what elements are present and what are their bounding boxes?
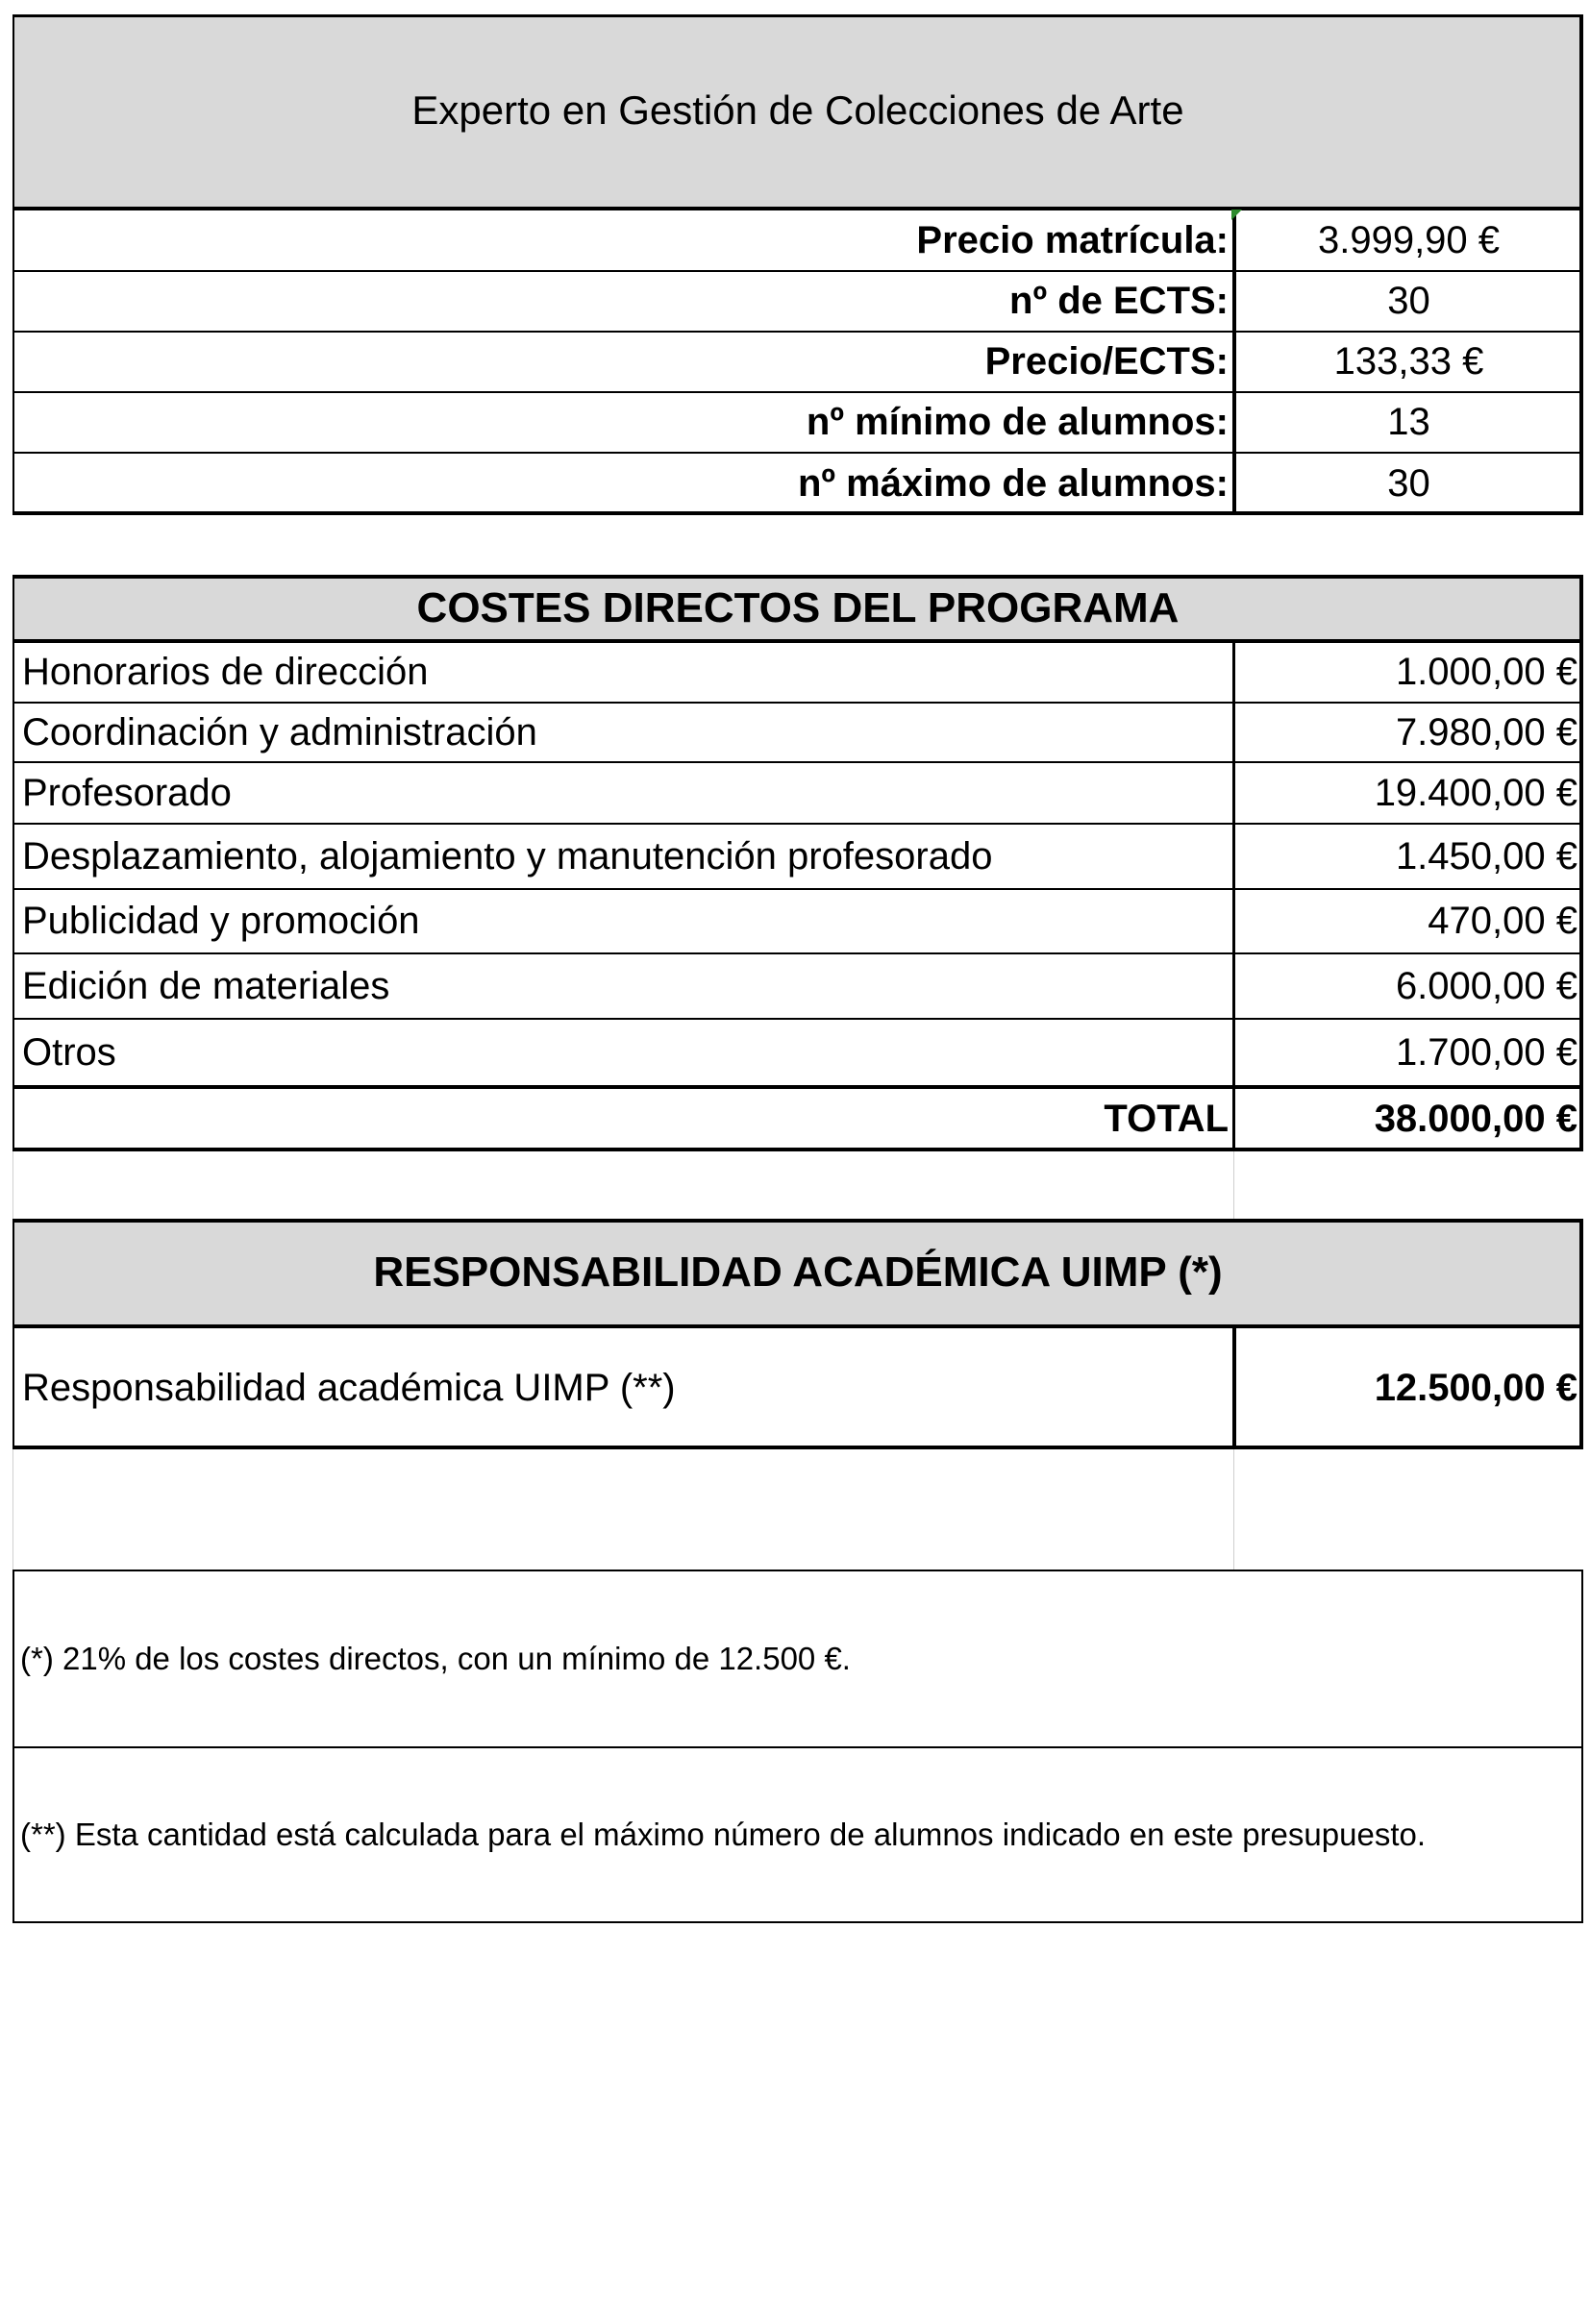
academic-row <box>12 1328 1583 1447</box>
border-line <box>1579 14 1583 514</box>
cost-row <box>12 889 1583 953</box>
border-line <box>12 1148 1583 1151</box>
summary-row <box>12 210 1583 271</box>
academic-heading-band <box>12 1219 1583 1326</box>
border-line <box>12 1324 1583 1328</box>
border-line <box>12 452 1583 454</box>
summary-row <box>12 332 1583 392</box>
page-title: Experto en Gestión de Colecciones de Arte <box>411 87 1184 133</box>
cell-comment-marker <box>1231 210 1242 220</box>
summary-value: 3.999,90 € <box>1317 218 1501 261</box>
direct-costs-heading-band <box>12 575 1583 641</box>
summary-table <box>12 14 1583 514</box>
border-line <box>1232 1326 1236 1449</box>
summary-label: nº máximo de alumnos: <box>797 461 1229 505</box>
total-value: 38.000,00 € <box>1374 1097 1578 1140</box>
border-line <box>12 1746 1583 1748</box>
summary-label: nº mínimo de alumnos: <box>806 401 1229 443</box>
cost-value: 1.450,00 € <box>1395 834 1578 878</box>
cost-row <box>12 1019 1583 1086</box>
direct-costs-heading: COSTES DIRECTOS DEL PROGRAMA <box>416 583 1180 631</box>
note-2: (**) Esta cantidad está calculada para el máximo número de alumnos indicado en este presupuesto. <box>20 1817 1427 1852</box>
grid-line <box>12 1449 13 1570</box>
border-line <box>12 331 1583 333</box>
cost-row <box>12 953 1583 1019</box>
direct-costs-table <box>12 575 1583 1151</box>
cost-value: 470,00 € <box>1428 900 1578 942</box>
border-line <box>12 1018 1583 1020</box>
border-line <box>12 888 1583 890</box>
grid-line <box>1233 1151 1234 1219</box>
border-line <box>1232 210 1236 514</box>
border-line <box>12 14 14 514</box>
border-line <box>12 270 1583 272</box>
cost-value: 6.000,00 € <box>1395 964 1578 1007</box>
cost-value: 7.980,00 € <box>1395 710 1578 754</box>
border-line <box>12 702 1583 704</box>
summary-value: 13 <box>1387 401 1430 443</box>
summary-value: 30 <box>1387 280 1430 322</box>
border-line <box>12 391 1583 393</box>
summary-value: 30 <box>1387 461 1430 505</box>
summary-row <box>12 392 1583 453</box>
academic-value: 12.500,00 € <box>1374 1366 1578 1409</box>
border-line <box>12 952 1583 954</box>
border-line <box>12 761 1583 763</box>
summary-label: Precio matrícula: <box>916 218 1229 261</box>
notes-box <box>12 1570 1583 1923</box>
border-line <box>1579 575 1583 1151</box>
cost-value: 1.700,00 € <box>1395 1030 1578 1074</box>
summary-value: 133,33 € <box>1333 340 1484 383</box>
cost-row <box>12 824 1583 889</box>
border-line <box>12 14 1583 17</box>
cost-label: Edición de materiales <box>22 964 390 1007</box>
academic-label: Responsabilidad académica UIMP (**) <box>22 1366 676 1409</box>
border-line <box>12 1570 14 1923</box>
border-line <box>12 511 1583 515</box>
total-row <box>12 1088 1583 1150</box>
cost-label: Honorarios de dirección <box>22 651 429 693</box>
border-line <box>12 1570 1583 1571</box>
note-1: (*) 21% de los costes directos, con un mínimo de 12.500 €. <box>20 1641 851 1676</box>
summary-row <box>12 271 1583 332</box>
border-line <box>12 823 1583 825</box>
border-line <box>12 575 1583 579</box>
grid-line <box>1233 1449 1234 1570</box>
border-line <box>12 1219 14 1449</box>
border-line <box>1232 642 1235 1151</box>
border-line <box>12 639 1583 643</box>
title-band <box>12 14 1583 207</box>
summary-row <box>12 453 1583 514</box>
border-line <box>1579 1219 1583 1449</box>
cost-value: 1.000,00 € <box>1395 651 1578 693</box>
border-line <box>12 1921 1583 1923</box>
cost-row <box>12 642 1583 703</box>
cost-row <box>12 762 1583 824</box>
cost-label: Profesorado <box>22 771 232 814</box>
academic-table <box>12 1219 1583 1449</box>
cost-value: 19.400,00 € <box>1374 771 1578 814</box>
border-line <box>1581 1570 1583 1923</box>
border-line <box>12 1085 1583 1089</box>
border-line <box>12 575 14 1151</box>
border-line <box>12 207 1583 210</box>
cost-label: Desplazamiento, alojamiento y manutención profesorado <box>22 834 993 878</box>
cost-label: Otros <box>22 1030 116 1074</box>
border-line <box>12 1446 1583 1449</box>
cost-row <box>12 703 1583 762</box>
summary-label: nº de ECTS: <box>1009 280 1229 322</box>
cost-label: Coordinación y administración <box>22 710 537 754</box>
total-label: TOTAL <box>1104 1097 1229 1140</box>
academic-heading: RESPONSABILIDAD ACADÉMICA UIMP (*) <box>373 1249 1223 1296</box>
border-line <box>12 1219 1583 1223</box>
cost-label: Publicidad y promoción <box>22 900 420 942</box>
summary-label: Precio/ECTS: <box>984 340 1229 383</box>
grid-line <box>12 1151 13 1219</box>
